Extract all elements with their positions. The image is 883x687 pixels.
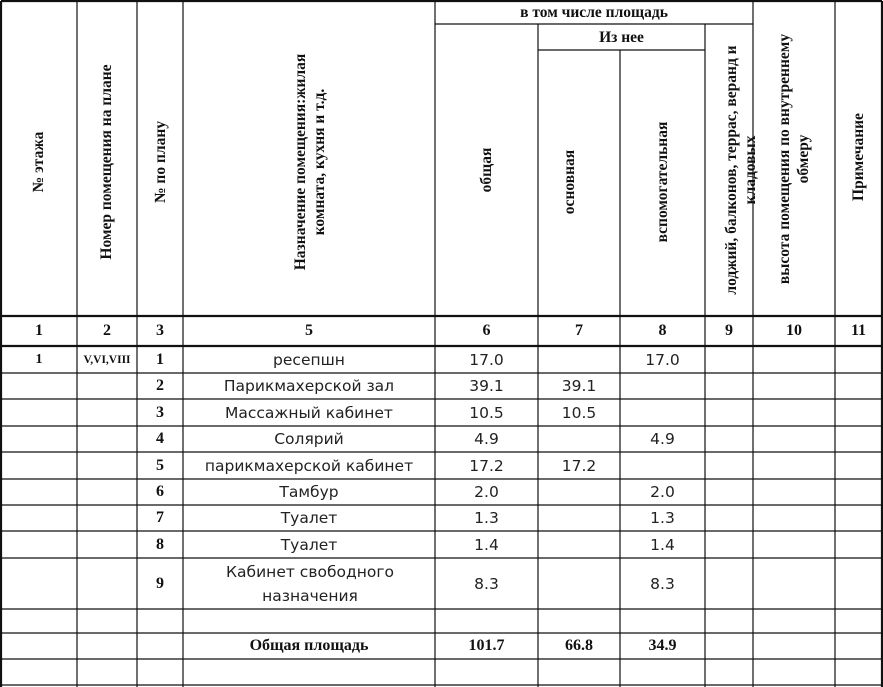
cell-main-area	[538, 531, 620, 558]
cell-aux-area	[620, 399, 705, 426]
cell-room-name: Солярий	[274, 430, 344, 448]
col-number: 9	[725, 322, 733, 339]
cell-total-area: 39.1	[469, 377, 504, 395]
cell-aux-area: 1.3	[650, 509, 675, 527]
cell-total-area: 4.9	[474, 430, 499, 448]
cell-room-name: Парикмахерской зал	[223, 377, 395, 395]
header-height: высота помещения по внутреннему обмеру	[776, 33, 812, 285]
cell-plan-no: 6	[156, 483, 164, 500]
cell-aux-area: 4.9	[650, 430, 675, 448]
cell-plan-no: 4	[156, 430, 164, 447]
header-total-area: общая	[477, 147, 495, 193]
header-note: Примечание	[849, 113, 867, 201]
cell-room-name: парикмахерской кабинет	[204, 456, 414, 475]
cell-aux-area: 1.4	[650, 535, 675, 554]
cell-main-area	[538, 426, 620, 452]
cell-plan-no: 5	[156, 456, 164, 474]
header-area-group: в том числе площадь	[520, 4, 668, 21]
totals-aux-area: 34.9	[648, 637, 677, 654]
cell-room-name: Тамбур	[279, 483, 339, 501]
cell-main-area: 10.5	[561, 403, 597, 422]
header-loggias-area: лоджий, балконов, террас, веранд и кладовых	[723, 45, 759, 295]
col-number: 11	[850, 322, 867, 339]
col-number: 6	[482, 322, 491, 339]
cell-main-area: 39.1	[561, 377, 597, 395]
cell-aux-area	[620, 452, 705, 479]
cell-total-area: 8.3	[474, 574, 499, 593]
col-number: 2	[103, 322, 111, 339]
col-number: 8	[658, 322, 667, 339]
cell-total-area: 1.3	[474, 509, 499, 527]
header-purpose: Назначение помещения:жилая комната, кухня и т.д.	[292, 53, 328, 271]
header-main-area: основная	[560, 149, 578, 215]
cell-total-area: 17.0	[469, 350, 504, 369]
header-auxiliary-area: вспомогательная	[653, 121, 671, 243]
col-number: 10	[786, 322, 802, 339]
header-floor-no: № этажа	[29, 131, 47, 193]
col-number: 7	[575, 322, 583, 339]
col-number: 1	[35, 322, 43, 339]
cell-plan-no: 9	[156, 574, 164, 592]
cell-room-name: Туалет	[280, 509, 338, 527]
totals-total-area: 101.7	[468, 637, 505, 654]
header-no-on-plan: № по плану	[151, 120, 169, 204]
cell-room-name: Туалет	[280, 535, 338, 554]
cell-main-area	[538, 479, 620, 505]
col-number: 3	[156, 322, 164, 339]
totals-main-area: 66.8	[565, 637, 593, 654]
cell-total-area: 10.5	[469, 403, 504, 422]
cell-aux-area	[620, 373, 705, 399]
cell-room-name: Массажный кабинет	[225, 403, 393, 422]
cell-room-name: Кабинет свободного назначения	[226, 562, 394, 605]
cell-main-area	[538, 558, 620, 609]
cell-total-area: 1.4	[474, 535, 499, 554]
cell-aux-area: 2.0	[650, 483, 675, 501]
col-number: 5	[305, 322, 313, 339]
cell-total-area: 2.0	[474, 483, 499, 501]
cell-main-area	[538, 505, 620, 531]
cell-plan-no: 8	[156, 535, 164, 553]
header-of-which: Из нее	[599, 28, 644, 46]
cell-main-area	[538, 346, 620, 373]
cell-plan-no: 2	[156, 377, 164, 394]
cell-aux-area: 17.0	[645, 350, 680, 369]
cell-floor: 1	[35, 351, 43, 367]
cell-main-area: 17.2	[561, 456, 597, 475]
cell-room-name: ресепшн	[273, 350, 345, 369]
cell-room-no: V,VI,VIII	[83, 353, 131, 366]
cell-aux-area: 8.3	[650, 574, 675, 593]
totals-label: Общая площадь	[249, 637, 369, 654]
cell-plan-no: 7	[156, 509, 164, 526]
cell-total-area: 17.2	[469, 456, 504, 475]
cell-plan-no: 3	[156, 403, 164, 421]
cell-plan-no: 1	[156, 350, 164, 368]
header-room-no-on-plan: Номер помещения на плане	[97, 64, 115, 260]
